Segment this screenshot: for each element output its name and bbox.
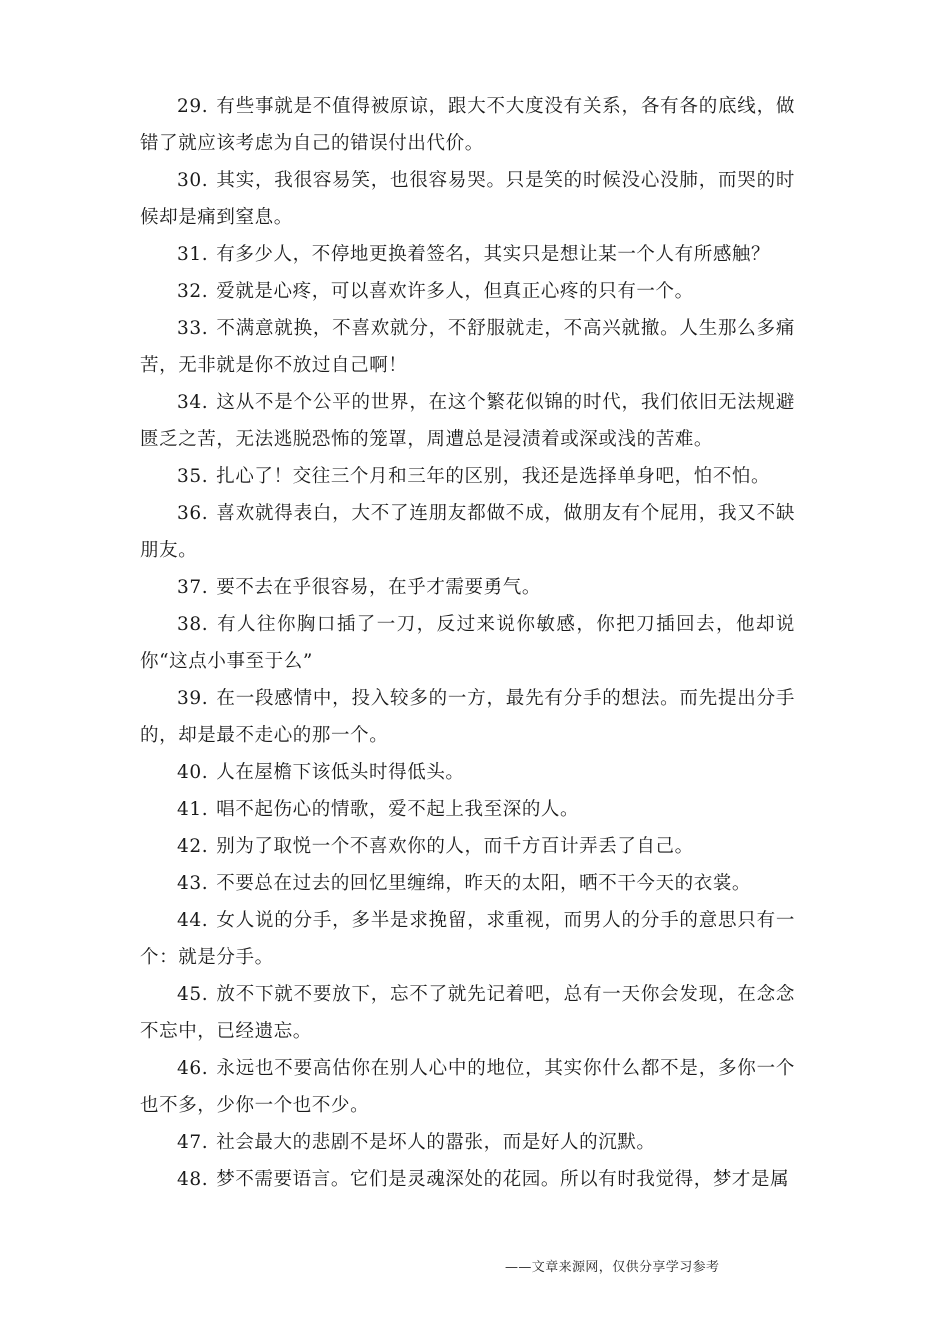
document-body xyxy=(140,88,795,1198)
paragraph-40 xyxy=(140,754,795,791)
item-number: 32. xyxy=(177,281,209,302)
paragraph-34 xyxy=(140,384,795,458)
item-text: 喜欢就得表白，大不了连朋友都做不成，做朋友有个屁用，我又不缺朋友。 xyxy=(140,503,795,561)
item-text: 这从不是个公平的世界，在这个繁花似锦的时代，我们依旧无法规避匮乏之苦，无法逃脱恐怖的笼罩，周遭总是浸渍着或深或浅的苦难。 xyxy=(140,392,795,450)
item-text: 在一段感情中，投入较多的一方，最先有分手的想法。而先提出分手的，却是最不走心的那一个。 xyxy=(140,688,795,746)
paragraph-32 xyxy=(140,273,795,310)
paragraph-46 xyxy=(140,1050,795,1124)
paragraph-36 xyxy=(140,495,795,569)
item-text: 别为了取悦一个不喜欢你的人，而千方百计弄丢了自己。 xyxy=(216,836,694,857)
item-number: 35. xyxy=(177,466,209,487)
item-text: 有人往你胸口插了一刀，反过来说你敏感，你把刀插回去，他却说你“这点小事至于么” xyxy=(140,614,795,672)
item-number: 44. xyxy=(177,910,209,931)
paragraph-42 xyxy=(140,828,795,865)
item-text: 唱不起伤心的情歌，爱不起上我至深的人。 xyxy=(216,799,580,820)
item-text: 社会最大的悲剧不是坏人的嚣张，而是好人的沉默。 xyxy=(216,1132,656,1153)
item-number: 42. xyxy=(177,836,209,857)
item-number: 37. xyxy=(177,577,209,598)
item-text: 有些事就是不值得被原谅，跟大不大度没有关系，各有各的底线，做错了就应该考虑为自己的错误付出代价。 xyxy=(140,96,795,154)
item-text: 放不下就不要放下，忘不了就先记着吧，总有一天你会发现，在念念不忘中，已经遗忘。 xyxy=(140,984,795,1042)
item-text: 永远也不要高估你在别人心中的地位，其实你什么都不是，多你一个也不多，少你一个也不少。 xyxy=(140,1058,795,1116)
paragraph-48 xyxy=(140,1161,795,1198)
item-text: 人在屋檐下该低头时得低头。 xyxy=(216,762,465,783)
item-text: 爱就是心疼，可以喜欢许多人，但真正心疼的只有一个。 xyxy=(216,281,694,302)
item-number: 48. xyxy=(177,1169,209,1190)
item-number: 33. xyxy=(177,318,209,339)
item-number: 34. xyxy=(177,392,209,413)
paragraph-29 xyxy=(140,88,795,162)
item-number: 29. xyxy=(177,96,209,117)
paragraph-35 xyxy=(140,458,795,495)
item-number: 36. xyxy=(177,503,209,524)
paragraph-43 xyxy=(140,865,795,902)
paragraph-33 xyxy=(140,310,795,384)
item-number: 40. xyxy=(177,762,209,783)
item-number: 30. xyxy=(177,170,209,191)
paragraph-44 xyxy=(140,902,795,976)
paragraph-31 xyxy=(140,236,795,273)
item-text: 扎心了！交往三个月和三年的区别，我还是选择单身吧，怕不怕。 xyxy=(216,466,771,487)
item-number: 39. xyxy=(177,688,209,709)
item-text: 不满意就换，不喜欢就分，不舒服就走，不高兴就撤。人生那么多痛苦，无非就是你不放过自己啊！ xyxy=(140,318,795,376)
item-number: 47. xyxy=(177,1132,209,1153)
paragraph-37 xyxy=(140,569,795,606)
paragraph-30 xyxy=(140,162,795,236)
paragraph-39 xyxy=(140,680,795,754)
paragraph-47 xyxy=(140,1124,795,1161)
source-footer: ——文章来源网，仅供分享学习参考 xyxy=(505,1260,720,1275)
item-text: 梦不需要语言。它们是灵魂深处的花园。所以有时我觉得，梦才是属 xyxy=(216,1169,790,1190)
item-number: 38. xyxy=(177,614,209,635)
item-text: 其实，我很容易笑，也很容易哭。只是笑的时候没心没肺，而哭的时候却是痛到窒息。 xyxy=(140,170,795,228)
item-number: 31. xyxy=(177,244,209,265)
item-text: 要不去在乎很容易，在乎才需要勇气。 xyxy=(216,577,541,598)
item-text: 不要总在过去的回忆里缠绵，昨天的太阳，晒不干今天的衣裳。 xyxy=(216,873,752,894)
item-text: 女人说的分手，多半是求挽留，求重视，而男人的分手的意思只有一个：就是分手。 xyxy=(140,910,795,968)
item-number: 43. xyxy=(177,873,209,894)
item-number: 41. xyxy=(177,799,209,820)
paragraph-38 xyxy=(140,606,795,680)
paragraph-41 xyxy=(140,791,795,828)
paragraph-45 xyxy=(140,976,795,1050)
item-text: 有多少人，不停地更换着签名，其实只是想让某一个人有所感触？ xyxy=(216,244,771,265)
item-number: 45. xyxy=(177,984,209,1005)
item-number: 46. xyxy=(177,1058,209,1079)
